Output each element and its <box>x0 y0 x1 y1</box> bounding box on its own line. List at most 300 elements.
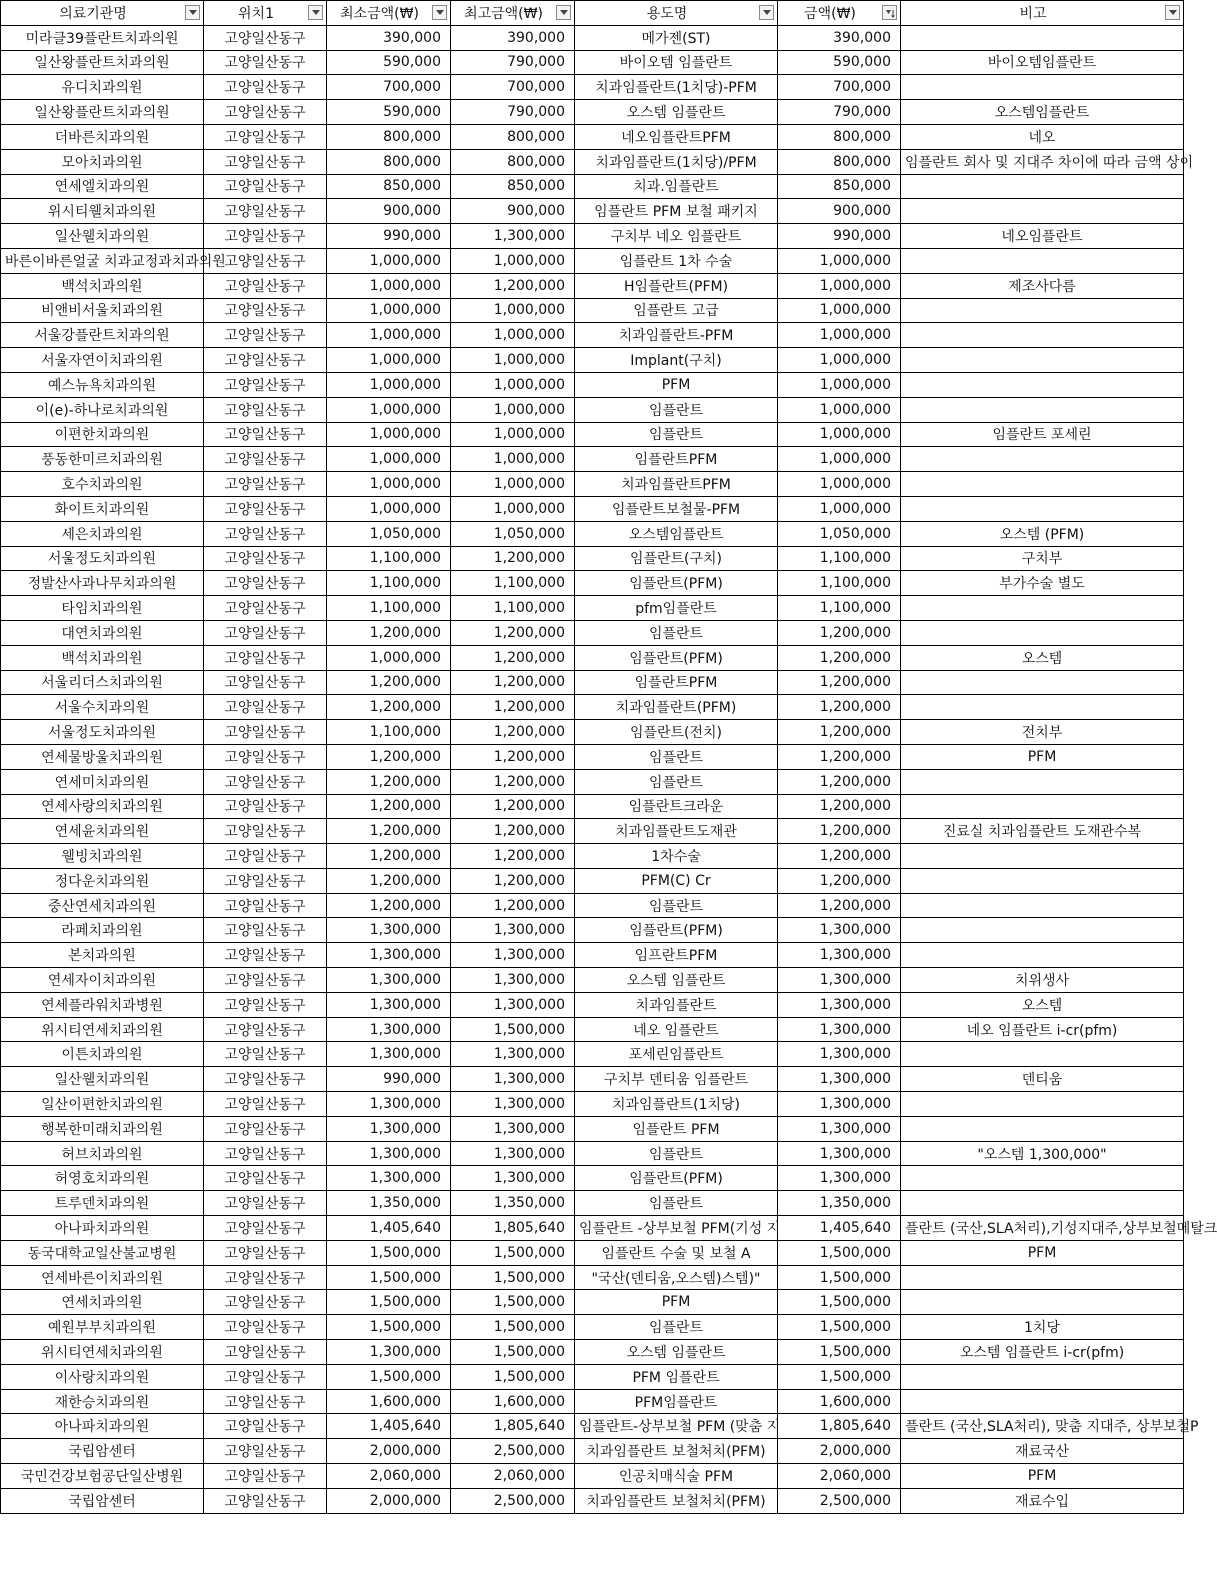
cell-remarks[interactable]: PFM <box>901 1240 1184 1265</box>
cell-remarks[interactable]: 재료수입 <box>901 1488 1184 1513</box>
cell-hospital-name[interactable]: 비앤비서울치과의원 <box>1 298 204 323</box>
cell-hospital-name[interactable]: 아나파치과의원 <box>1 1216 204 1241</box>
cell-min-price[interactable]: 1,600,000 <box>327 1389 451 1414</box>
cell-usage-name[interactable]: 메가젠(ST) <box>575 25 778 50</box>
cell-location[interactable]: 고양일산동구 <box>204 1464 327 1489</box>
cell-hospital-name[interactable]: 서울정도치과의원 <box>1 720 204 745</box>
cell-price[interactable]: 1,000,000 <box>778 372 901 397</box>
cell-min-price[interactable]: 1,300,000 <box>327 1166 451 1191</box>
cell-min-price[interactable]: 1,100,000 <box>327 596 451 621</box>
cell-max-price[interactable]: 1,200,000 <box>451 794 575 819</box>
cell-usage-name[interactable]: 치과임플란트(PFM) <box>575 695 778 720</box>
cell-max-price[interactable]: 1,000,000 <box>451 472 575 497</box>
cell-hospital-name[interactable]: 국민건강보험공단일산병원 <box>1 1464 204 1489</box>
cell-usage-name[interactable]: 임플란트(PFM) <box>575 1166 778 1191</box>
cell-hospital-name[interactable]: 웰빙치과의원 <box>1 844 204 869</box>
cell-hospital-name[interactable]: 일산웰치과의원 <box>1 1067 204 1092</box>
cell-location[interactable]: 고양일산동구 <box>204 819 327 844</box>
cell-usage-name[interactable]: 치과임플란트 보철처치(PFM) <box>575 1488 778 1513</box>
cell-min-price[interactable]: 590,000 <box>327 50 451 75</box>
cell-location[interactable]: 고양일산동구 <box>204 496 327 521</box>
cell-price[interactable]: 1,300,000 <box>778 943 901 968</box>
cell-hospital-name[interactable]: 호수치과의원 <box>1 472 204 497</box>
cell-remarks[interactable]: 임플란트 포세린 <box>901 422 1184 447</box>
cell-hospital-name[interactable]: 위시티연세치과의원 <box>1 1340 204 1365</box>
cell-remarks[interactable] <box>901 1116 1184 1141</box>
cell-max-price[interactable]: 1,500,000 <box>451 1240 575 1265</box>
cell-max-price[interactable]: 1,200,000 <box>451 868 575 893</box>
cell-location[interactable]: 고양일산동구 <box>204 1240 327 1265</box>
cell-location[interactable]: 고양일산동구 <box>204 943 327 968</box>
cell-max-price[interactable]: 1,000,000 <box>451 298 575 323</box>
cell-price[interactable]: 1,200,000 <box>778 769 901 794</box>
cell-remarks[interactable] <box>901 1389 1184 1414</box>
cell-usage-name[interactable]: 임플란트 <box>575 397 778 422</box>
cell-remarks[interactable] <box>901 596 1184 621</box>
cell-price[interactable]: 1,200,000 <box>778 868 901 893</box>
cell-hospital-name[interactable]: 중산연세치과의원 <box>1 893 204 918</box>
cell-min-price[interactable]: 1,200,000 <box>327 744 451 769</box>
cell-max-price[interactable]: 1,000,000 <box>451 372 575 397</box>
cell-remarks[interactable] <box>901 496 1184 521</box>
cell-min-price[interactable]: 390,000 <box>327 25 451 50</box>
cell-price[interactable]: 1,000,000 <box>778 422 901 447</box>
cell-price[interactable]: 1,350,000 <box>778 1191 901 1216</box>
cell-usage-name[interactable]: 구치부 네오 임플란트 <box>575 224 778 249</box>
filter-dropdown-icon[interactable] <box>308 5 323 20</box>
cell-hospital-name[interactable]: 예원부부치과의원 <box>1 1315 204 1340</box>
cell-min-price[interactable]: 2,000,000 <box>327 1488 451 1513</box>
cell-location[interactable]: 고양일산동구 <box>204 571 327 596</box>
cell-remarks[interactable] <box>901 75 1184 100</box>
cell-price[interactable]: 1,000,000 <box>778 496 901 521</box>
cell-max-price[interactable]: 1,200,000 <box>451 844 575 869</box>
cell-min-price[interactable]: 1,500,000 <box>327 1265 451 1290</box>
cell-max-price[interactable]: 1,500,000 <box>451 1364 575 1389</box>
cell-price[interactable]: 1,200,000 <box>778 695 901 720</box>
cell-hospital-name[interactable]: 서울리더스치과의원 <box>1 670 204 695</box>
cell-usage-name[interactable]: 임플란트(구치) <box>575 546 778 571</box>
cell-min-price[interactable]: 990,000 <box>327 224 451 249</box>
cell-location[interactable]: 고양일산동구 <box>204 695 327 720</box>
cell-location[interactable]: 고양일산동구 <box>204 1290 327 1315</box>
cell-usage-name[interactable]: 임플란트 고급 <box>575 298 778 323</box>
cell-remarks[interactable] <box>901 1364 1184 1389</box>
cell-hospital-name[interactable]: 예스뉴욕치과의원 <box>1 372 204 397</box>
cell-hospital-name[interactable]: 위시티웰치과의원 <box>1 199 204 224</box>
cell-price[interactable]: 1,300,000 <box>778 1017 901 1042</box>
cell-hospital-name[interactable]: 바른이바른얼굴 치과교정과치과의원 <box>1 248 204 273</box>
cell-min-price[interactable]: 1,100,000 <box>327 546 451 571</box>
cell-location[interactable]: 고양일산동구 <box>204 596 327 621</box>
cell-min-price[interactable]: 1,405,640 <box>327 1216 451 1241</box>
cell-location[interactable]: 고양일산동구 <box>204 75 327 100</box>
cell-hospital-name[interactable]: 연세엘치과의원 <box>1 174 204 199</box>
cell-location[interactable]: 고양일산동구 <box>204 645 327 670</box>
cell-price[interactable]: 1,300,000 <box>778 968 901 993</box>
cell-max-price[interactable]: 1,500,000 <box>451 1315 575 1340</box>
cell-min-price[interactable]: 800,000 <box>327 124 451 149</box>
cell-price[interactable]: 1,200,000 <box>778 794 901 819</box>
cell-max-price[interactable]: 1,000,000 <box>451 323 575 348</box>
cell-hospital-name[interactable]: 허영호치과의원 <box>1 1166 204 1191</box>
cell-location[interactable]: 고양일산동구 <box>204 1389 327 1414</box>
cell-price[interactable]: 2,060,000 <box>778 1464 901 1489</box>
cell-hospital-name[interactable]: 동국대학교일산불교병원 <box>1 1240 204 1265</box>
cell-usage-name[interactable]: 치과.임플란트 <box>575 174 778 199</box>
cell-remarks[interactable] <box>901 174 1184 199</box>
cell-price[interactable]: 790,000 <box>778 100 901 125</box>
cell-max-price[interactable]: 1,600,000 <box>451 1389 575 1414</box>
cell-remarks[interactable]: 네오 <box>901 124 1184 149</box>
cell-price[interactable]: 1,000,000 <box>778 323 901 348</box>
cell-max-price[interactable]: 1,300,000 <box>451 943 575 968</box>
cell-price[interactable]: 1,600,000 <box>778 1389 901 1414</box>
cell-price[interactable]: 1,500,000 <box>778 1315 901 1340</box>
cell-location[interactable]: 고양일산동구 <box>204 1191 327 1216</box>
cell-min-price[interactable]: 1,200,000 <box>327 819 451 844</box>
cell-location[interactable]: 고양일산동구 <box>204 1116 327 1141</box>
cell-min-price[interactable]: 1,200,000 <box>327 844 451 869</box>
cell-price[interactable]: 850,000 <box>778 174 901 199</box>
cell-hospital-name[interactable]: 연세바른이치과의원 <box>1 1265 204 1290</box>
cell-location[interactable]: 고양일산동구 <box>204 422 327 447</box>
cell-usage-name[interactable]: Implant(구치) <box>575 348 778 373</box>
cell-hospital-name[interactable]: 대연치과의원 <box>1 620 204 645</box>
cell-min-price[interactable]: 900,000 <box>327 199 451 224</box>
cell-min-price[interactable]: 1,300,000 <box>327 968 451 993</box>
cell-hospital-name[interactable]: 행복한미래치과의원 <box>1 1116 204 1141</box>
cell-max-price[interactable]: 900,000 <box>451 199 575 224</box>
cell-remarks[interactable]: 치위생사 <box>901 968 1184 993</box>
cell-max-price[interactable]: 1,300,000 <box>451 1141 575 1166</box>
cell-price[interactable]: 390,000 <box>778 25 901 50</box>
cell-usage-name[interactable]: 포세린임플란트 <box>575 1042 778 1067</box>
cell-remarks[interactable]: 오스템 <box>901 645 1184 670</box>
cell-max-price[interactable]: 1,300,000 <box>451 1042 575 1067</box>
cell-usage-name[interactable]: 바이오템 임플란트 <box>575 50 778 75</box>
cell-usage-name[interactable]: 임플란트 1차 수술 <box>575 248 778 273</box>
cell-max-price[interactable]: 1,200,000 <box>451 273 575 298</box>
cell-location[interactable]: 고양일산동구 <box>204 521 327 546</box>
cell-min-price[interactable]: 850,000 <box>327 174 451 199</box>
cell-usage-name[interactable]: 임플란트PFM <box>575 670 778 695</box>
cell-location[interactable]: 고양일산동구 <box>204 1067 327 1092</box>
cell-hospital-name[interactable]: 더바른치과의원 <box>1 124 204 149</box>
cell-hospital-name[interactable]: 모아치과의원 <box>1 149 204 174</box>
cell-price[interactable]: 1,100,000 <box>778 596 901 621</box>
cell-usage-name[interactable]: 임플란트PFM <box>575 447 778 472</box>
cell-remarks[interactable] <box>901 472 1184 497</box>
cell-price[interactable]: 590,000 <box>778 50 901 75</box>
cell-price[interactable]: 990,000 <box>778 224 901 249</box>
cell-hospital-name[interactable]: 본치과의원 <box>1 943 204 968</box>
cell-location[interactable]: 고양일산동구 <box>204 199 327 224</box>
cell-usage-name[interactable]: 임플란트 <box>575 893 778 918</box>
cell-location[interactable]: 고양일산동구 <box>204 1042 327 1067</box>
cell-price[interactable]: 1,500,000 <box>778 1290 901 1315</box>
cell-min-price[interactable]: 1,200,000 <box>327 769 451 794</box>
cell-location[interactable]: 고양일산동구 <box>204 918 327 943</box>
cell-remarks[interactable] <box>901 620 1184 645</box>
cell-min-price[interactable]: 1,050,000 <box>327 521 451 546</box>
cell-price[interactable]: 1,500,000 <box>778 1240 901 1265</box>
cell-min-price[interactable]: 1,300,000 <box>327 918 451 943</box>
cell-location[interactable]: 고양일산동구 <box>204 298 327 323</box>
cell-remarks[interactable] <box>901 1290 1184 1315</box>
cell-remarks[interactable]: 전치부 <box>901 720 1184 745</box>
cell-location[interactable]: 고양일산동구 <box>204 472 327 497</box>
cell-price[interactable]: 1,200,000 <box>778 720 901 745</box>
cell-max-price[interactable]: 1,200,000 <box>451 769 575 794</box>
cell-max-price[interactable]: 1,200,000 <box>451 670 575 695</box>
cell-location[interactable]: 고양일산동구 <box>204 1166 327 1191</box>
cell-price[interactable]: 1,200,000 <box>778 819 901 844</box>
cell-min-price[interactable]: 1,200,000 <box>327 893 451 918</box>
cell-min-price[interactable]: 1,000,000 <box>327 645 451 670</box>
cell-min-price[interactable]: 2,060,000 <box>327 1464 451 1489</box>
cell-remarks[interactable]: PFM <box>901 744 1184 769</box>
cell-max-price[interactable]: 800,000 <box>451 124 575 149</box>
cell-location[interactable]: 고양일산동구 <box>204 124 327 149</box>
cell-hospital-name[interactable]: 정다운치과의원 <box>1 868 204 893</box>
cell-usage-name[interactable]: PFM <box>575 372 778 397</box>
cell-max-price[interactable]: 1,500,000 <box>451 1265 575 1290</box>
cell-location[interactable]: 고양일산동구 <box>204 968 327 993</box>
cell-min-price[interactable]: 1,500,000 <box>327 1315 451 1340</box>
cell-remarks[interactable] <box>901 670 1184 695</box>
cell-max-price[interactable]: 1,000,000 <box>451 496 575 521</box>
cell-location[interactable]: 고양일산동구 <box>204 1488 327 1513</box>
cell-min-price[interactable]: 1,300,000 <box>327 992 451 1017</box>
cell-usage-name[interactable]: 오스템 임플란트 <box>575 1340 778 1365</box>
cell-price[interactable]: 1,000,000 <box>778 397 901 422</box>
cell-max-price[interactable]: 1,000,000 <box>451 422 575 447</box>
cell-price[interactable]: 1,500,000 <box>778 1364 901 1389</box>
cell-usage-name[interactable]: "국산(덴티움,오스템)스템)" <box>575 1265 778 1290</box>
cell-remarks[interactable]: 오스템 (PFM) <box>901 521 1184 546</box>
cell-max-price[interactable]: 1,200,000 <box>451 819 575 844</box>
cell-hospital-name[interactable]: 일산이편한치과의원 <box>1 1092 204 1117</box>
cell-location[interactable]: 고양일산동구 <box>204 174 327 199</box>
cell-hospital-name[interactable]: 허브치과의원 <box>1 1141 204 1166</box>
cell-usage-name[interactable]: pfm임플란트 <box>575 596 778 621</box>
cell-max-price[interactable]: 2,060,000 <box>451 1464 575 1489</box>
cell-remarks[interactable]: 오스템임플란트 <box>901 100 1184 125</box>
cell-location[interactable]: 고양일산동구 <box>204 893 327 918</box>
cell-usage-name[interactable]: 치과임플란트(1치당)/PFM <box>575 149 778 174</box>
cell-hospital-name[interactable]: 위시티연세치과의원 <box>1 1017 204 1042</box>
cell-remarks[interactable]: 오스템 임플란트 i-cr(pfm) <box>901 1340 1184 1365</box>
cell-price[interactable]: 1,300,000 <box>778 1042 901 1067</box>
cell-max-price[interactable]: 1,000,000 <box>451 447 575 472</box>
cell-max-price[interactable]: 1,200,000 <box>451 720 575 745</box>
cell-hospital-name[interactable]: 풍동한미르치과의원 <box>1 447 204 472</box>
cell-max-price[interactable]: 1,350,000 <box>451 1191 575 1216</box>
cell-usage-name[interactable]: 치과임플란트PFM <box>575 472 778 497</box>
cell-min-price[interactable]: 1,500,000 <box>327 1240 451 1265</box>
cell-min-price[interactable]: 1,000,000 <box>327 273 451 298</box>
cell-max-price[interactable]: 1,300,000 <box>451 992 575 1017</box>
cell-max-price[interactable]: 1,805,640 <box>451 1414 575 1439</box>
cell-price[interactable]: 1,050,000 <box>778 521 901 546</box>
cell-hospital-name[interactable]: 유디치과의원 <box>1 75 204 100</box>
cell-min-price[interactable]: 1,000,000 <box>327 472 451 497</box>
cell-location[interactable]: 고양일산동구 <box>204 1265 327 1290</box>
cell-max-price[interactable]: 1,300,000 <box>451 1166 575 1191</box>
cell-max-price[interactable]: 1,200,000 <box>451 744 575 769</box>
cell-price[interactable]: 1,000,000 <box>778 348 901 373</box>
cell-location[interactable]: 고양일산동구 <box>204 620 327 645</box>
cell-location[interactable]: 고양일산동구 <box>204 720 327 745</box>
cell-price[interactable]: 1,200,000 <box>778 844 901 869</box>
cell-usage-name[interactable]: 오스템 임플란트 <box>575 968 778 993</box>
cell-hospital-name[interactable]: 서울자연이치과의원 <box>1 348 204 373</box>
cell-remarks[interactable] <box>901 1191 1184 1216</box>
cell-max-price[interactable]: 390,000 <box>451 25 575 50</box>
cell-remarks[interactable] <box>901 1042 1184 1067</box>
cell-usage-name[interactable]: 1차수술 <box>575 844 778 869</box>
cell-usage-name[interactable]: 임플란트(PFM) <box>575 645 778 670</box>
cell-min-price[interactable]: 1,000,000 <box>327 447 451 472</box>
cell-usage-name[interactable]: 임플란트(PFM) <box>575 918 778 943</box>
cell-hospital-name[interactable]: 서울강플란트치과의원 <box>1 323 204 348</box>
cell-min-price[interactable]: 1,000,000 <box>327 397 451 422</box>
cell-min-price[interactable]: 1,000,000 <box>327 323 451 348</box>
cell-min-price[interactable]: 1,100,000 <box>327 720 451 745</box>
cell-hospital-name[interactable]: 연세윤치과의원 <box>1 819 204 844</box>
cell-usage-name[interactable]: 임플란트 <box>575 769 778 794</box>
cell-hospital-name[interactable]: 타임치과의원 <box>1 596 204 621</box>
cell-usage-name[interactable]: 치과임플란트(1치당)-PFM <box>575 75 778 100</box>
cell-location[interactable]: 고양일산동구 <box>204 1216 327 1241</box>
cell-location[interactable]: 고양일산동구 <box>204 670 327 695</box>
cell-hospital-name[interactable]: 국립암센터 <box>1 1488 204 1513</box>
cell-min-price[interactable]: 1,000,000 <box>327 422 451 447</box>
cell-max-price[interactable]: 1,200,000 <box>451 893 575 918</box>
cell-remarks[interactable] <box>901 1166 1184 1191</box>
cell-hospital-name[interactable]: 이튼치과의원 <box>1 1042 204 1067</box>
cell-remarks[interactable]: 제조사다름 <box>901 273 1184 298</box>
cell-max-price[interactable]: 1,100,000 <box>451 571 575 596</box>
cell-price[interactable]: 1,405,640 <box>778 1216 901 1241</box>
cell-location[interactable]: 고양일산동구 <box>204 1092 327 1117</box>
cell-max-price[interactable]: 1,200,000 <box>451 546 575 571</box>
cell-min-price[interactable]: 1,500,000 <box>327 1290 451 1315</box>
cell-hospital-name[interactable]: 아나파치과의원 <box>1 1414 204 1439</box>
cell-remarks[interactable] <box>901 918 1184 943</box>
cell-hospital-name[interactable]: 연세사랑의치과의원 <box>1 794 204 819</box>
cell-hospital-name[interactable]: 연세플라워치과병원 <box>1 992 204 1017</box>
cell-remarks[interactable] <box>901 248 1184 273</box>
cell-location[interactable]: 고양일산동구 <box>204 149 327 174</box>
cell-min-price[interactable]: 990,000 <box>327 1067 451 1092</box>
cell-remarks[interactable]: 덴티움 <box>901 1067 1184 1092</box>
cell-location[interactable]: 고양일산동구 <box>204 1439 327 1464</box>
cell-price[interactable]: 1,000,000 <box>778 273 901 298</box>
cell-price[interactable]: 700,000 <box>778 75 901 100</box>
cell-usage-name[interactable]: 오스템 임플란트 <box>575 100 778 125</box>
cell-remarks[interactable]: 플란트 (국산,SLA처리),기성지대주,상부보철메탈크 <box>901 1216 1184 1241</box>
cell-hospital-name[interactable]: 이편한치과의원 <box>1 422 204 447</box>
cell-usage-name[interactable]: 치과임플란트(1치당) <box>575 1092 778 1117</box>
cell-hospital-name[interactable]: 일산웰치과의원 <box>1 224 204 249</box>
cell-max-price[interactable]: 1,500,000 <box>451 1340 575 1365</box>
cell-hospital-name[interactable]: 라페치과의원 <box>1 918 204 943</box>
cell-price[interactable]: 1,100,000 <box>778 571 901 596</box>
cell-price[interactable]: 900,000 <box>778 199 901 224</box>
cell-location[interactable]: 고양일산동구 <box>204 1315 327 1340</box>
cell-min-price[interactable]: 1,200,000 <box>327 868 451 893</box>
filter-dropdown-icon[interactable] <box>759 5 774 20</box>
cell-location[interactable]: 고양일산동구 <box>204 1017 327 1042</box>
cell-hospital-name[interactable]: 정발산사과나무치과의원 <box>1 571 204 596</box>
cell-min-price[interactable]: 1,500,000 <box>327 1364 451 1389</box>
cell-min-price[interactable]: 1,200,000 <box>327 695 451 720</box>
cell-usage-name[interactable]: 임플란트크라운 <box>575 794 778 819</box>
cell-price[interactable]: 800,000 <box>778 124 901 149</box>
cell-min-price[interactable]: 1,300,000 <box>327 1340 451 1365</box>
cell-remarks[interactable] <box>901 447 1184 472</box>
cell-remarks[interactable] <box>901 1092 1184 1117</box>
cell-remarks[interactable]: 네오 임플란트 i-cr(pfm) <box>901 1017 1184 1042</box>
cell-usage-name[interactable]: 오스템임플란트 <box>575 521 778 546</box>
cell-usage-name[interactable]: 임플란트 PFM <box>575 1116 778 1141</box>
cell-usage-name[interactable]: PFM <box>575 1290 778 1315</box>
cell-min-price[interactable]: 1,200,000 <box>327 620 451 645</box>
cell-location[interactable]: 고양일산동구 <box>204 868 327 893</box>
cell-min-price[interactable]: 700,000 <box>327 75 451 100</box>
cell-max-price[interactable]: 1,300,000 <box>451 1067 575 1092</box>
cell-max-price[interactable]: 1,300,000 <box>451 1116 575 1141</box>
cell-max-price[interactable]: 850,000 <box>451 174 575 199</box>
cell-hospital-name[interactable]: 연세치과의원 <box>1 1290 204 1315</box>
cell-hospital-name[interactable]: 국립암센터 <box>1 1439 204 1464</box>
cell-price[interactable]: 1,200,000 <box>778 620 901 645</box>
cell-hospital-name[interactable]: 세은치과의원 <box>1 521 204 546</box>
cell-price[interactable]: 1,000,000 <box>778 248 901 273</box>
cell-remarks[interactable] <box>901 769 1184 794</box>
cell-usage-name[interactable]: 임프란트PFM <box>575 943 778 968</box>
cell-hospital-name[interactable]: 미라클39플란트치과의원 <box>1 25 204 50</box>
cell-min-price[interactable]: 2,000,000 <box>327 1439 451 1464</box>
cell-price[interactable]: 1,500,000 <box>778 1265 901 1290</box>
cell-hospital-name[interactable]: 백석치과의원 <box>1 645 204 670</box>
cell-price[interactable]: 1,200,000 <box>778 670 901 695</box>
cell-min-price[interactable]: 1,200,000 <box>327 670 451 695</box>
cell-hospital-name[interactable]: 연세미치과의원 <box>1 769 204 794</box>
cell-remarks[interactable]: 네오임플란트 <box>901 224 1184 249</box>
cell-min-price[interactable]: 1,200,000 <box>327 794 451 819</box>
cell-max-price[interactable]: 1,000,000 <box>451 397 575 422</box>
cell-price[interactable]: 1,000,000 <box>778 447 901 472</box>
cell-location[interactable]: 고양일산동구 <box>204 794 327 819</box>
cell-remarks[interactable]: 진료실 치과임플란트 도재관수복 <box>901 819 1184 844</box>
cell-usage-name[interactable]: 임플란트-상부보철 PFM (맞춤 지 <box>575 1414 778 1439</box>
cell-price[interactable]: 1,200,000 <box>778 744 901 769</box>
cell-price[interactable]: 1,100,000 <box>778 546 901 571</box>
filter-dropdown-icon[interactable] <box>1165 5 1180 20</box>
cell-usage-name[interactable]: 임플란트보철물-PFM <box>575 496 778 521</box>
cell-min-price[interactable]: 590,000 <box>327 100 451 125</box>
cell-remarks[interactable] <box>901 695 1184 720</box>
cell-location[interactable]: 고양일산동구 <box>204 992 327 1017</box>
cell-usage-name[interactable]: 치과임플란트-PFM <box>575 323 778 348</box>
cell-remarks[interactable] <box>901 893 1184 918</box>
cell-location[interactable]: 고양일산동구 <box>204 248 327 273</box>
cell-remarks[interactable]: 부가수술 별도 <box>901 571 1184 596</box>
cell-usage-name[interactable]: 임플란트 <box>575 620 778 645</box>
